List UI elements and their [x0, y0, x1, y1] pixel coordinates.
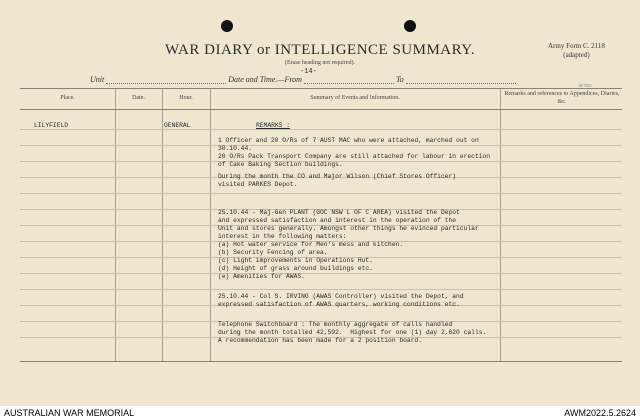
page-number: -14-	[300, 68, 317, 76]
entry-line: A recommendation has been made for a 2 position board.	[218, 337, 423, 344]
column-header-hour: Hour.	[179, 95, 193, 101]
entry-line: (c) Light improvements in Operations Hut.	[218, 257, 373, 264]
diary-table	[20, 88, 622, 362]
entry-line: visited PARKES Depot.	[218, 181, 298, 188]
entry-line: of Cake Baking Section buildings.	[218, 161, 343, 168]
archive-footer	[0, 406, 640, 420]
entry-line: (a) Hot water service for Men's mess and kitchen.	[218, 241, 404, 248]
corner-note: M 7435	[579, 83, 592, 88]
entry-line: expressed satisfaction of AWAS quarters, working conditions etc.	[218, 301, 460, 308]
row-rule	[20, 129, 622, 130]
entry-line: interest in the following matters:	[218, 233, 347, 240]
place-entry: LILYFIELD	[34, 122, 69, 129]
column-header-remarks: Remarks and references to Appendices, Diaries, &c.	[504, 91, 620, 105]
form-title: WAR DIARY or INTELLIGENCE SUMMARY.	[165, 42, 475, 58]
row-rule	[20, 289, 622, 290]
unit-label: Unit	[90, 75, 105, 84]
column-header-summary: Summary of Events and Information.	[310, 95, 400, 101]
entry-line: (e) Amenities for AWAS.	[218, 273, 305, 280]
army-form-adapted: (adapted)	[563, 51, 590, 59]
entry-line: 1 Officer and 20 O/Rs of 7 AUST MAC who were attached, marched out on	[218, 137, 479, 144]
punch-hole-right	[404, 20, 416, 32]
column-header-date: Date.	[132, 95, 145, 101]
to-label: To	[395, 75, 404, 84]
date-time-label: Date and Time.—From	[228, 75, 302, 84]
entry-line: 30.10.44.	[218, 145, 253, 152]
entry-line: During the month the CO and Major Wilson (Chief Stores Officer)	[218, 173, 457, 180]
punch-hole-left	[221, 20, 233, 32]
entry-line: (b) Security Fencing of area.	[218, 249, 328, 256]
entry-line: and expressed satisfaction and interest in the operation of the	[218, 217, 457, 224]
unit-underline	[106, 75, 226, 84]
remarks-heading: REMARKS :	[256, 122, 291, 129]
entry-line: Unit and stores generally. Amongst other things he evinced particular	[218, 225, 479, 232]
header-rule	[20, 109, 622, 110]
entry-line: during the month totalled 42,592. Highest for one (1) day 2,620 calls.	[218, 329, 487, 336]
army-form-label	[548, 42, 605, 60]
to-underline	[406, 75, 516, 84]
row-rule	[20, 145, 622, 146]
entry-line: 25.10.44 - Col S. IRVING (AWAS Controller) visited the Depot, and	[218, 293, 464, 300]
entry-line: Telephone Switchboard : The monthly aggregate of calls handled	[218, 321, 453, 328]
footer-institution: AUSTRALIAN WAR MEMORIAL	[4, 408, 135, 418]
column-header-place: Place.	[60, 95, 75, 101]
row-rule	[20, 273, 622, 274]
army-form-number: Army Form C. 2118	[548, 42, 605, 50]
general-heading: GENERAL	[164, 122, 191, 129]
entry-line: 20 O/Rs Pack Transport Company are still attached for labour in erection	[218, 153, 491, 160]
header-fields	[90, 75, 516, 84]
row-rule	[20, 193, 622, 194]
entry-line: 25.10.44 - Maj-Gen PLANT (GOC NSW L OF C AREA) visited the Depot	[218, 209, 460, 216]
date-underline	[304, 75, 394, 84]
footer-reference: AWM2022.5.2624	[564, 408, 636, 418]
form-subtitle: (Erase heading not required).	[285, 60, 355, 66]
entry-line: (d) Height of grass around buildings etc.	[218, 265, 373, 272]
